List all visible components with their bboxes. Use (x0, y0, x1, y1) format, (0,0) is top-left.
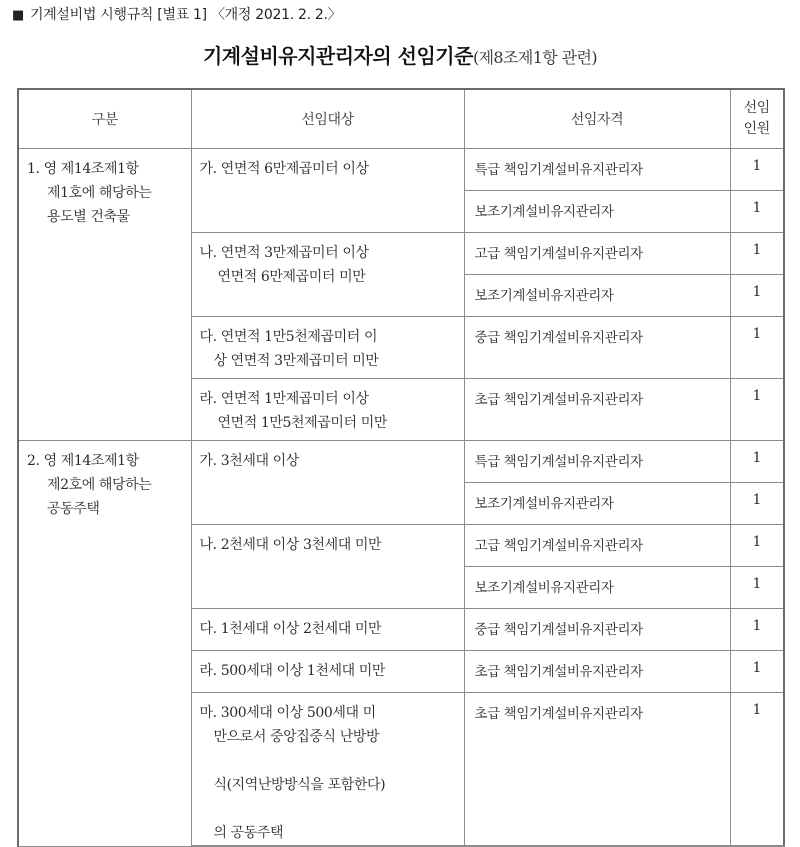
qualification-cell: 중급 책임기계설비유지관리자 (464, 609, 730, 651)
target-line: 나. 연면적 3만제곱미터 이상 (199, 245, 369, 261)
target-line: 가. 3천세대 이상 (199, 453, 299, 469)
count-header-line2: 인원 (743, 121, 770, 137)
table-row (18, 441, 784, 483)
target-cell (191, 693, 464, 847)
target-line: 다. 연면적 1만5천제곱미터 이 (199, 329, 378, 345)
category-line: 제2호에 해당하는 (47, 477, 152, 493)
target-cell (191, 609, 464, 651)
target-line: 연면적 6만제곱미터 미만 (217, 269, 366, 285)
count-cell: 1 (730, 525, 784, 567)
qualification-cell: 보조기계설비유지관리자 (464, 567, 730, 609)
count-cell: 1 (730, 609, 784, 651)
count-cell: 1 (730, 483, 784, 525)
target-cell (191, 317, 464, 379)
count-cell: 1 (730, 233, 784, 275)
target-line: 상 연면적 3만제곱미터 미만 (213, 353, 379, 369)
qualification-cell: 특급 책임기계설비유지관리자 (464, 441, 730, 483)
count-cell: 1 (730, 191, 784, 233)
target-line: 라. 500세대 이상 1천세대 미만 (199, 663, 386, 679)
category-line: 1. 영 제14조제1항 (27, 161, 139, 177)
column-header-count (730, 89, 784, 149)
target-line: 의 공동주택 (213, 825, 284, 841)
target-line: 나. 2천세대 이상 3천세대 미만 (199, 537, 382, 553)
count-cell: 1 (730, 441, 784, 483)
category-line: 용도별 건축물 (47, 209, 130, 225)
qualification-cell: 고급 책임기계설비유지관리자 (464, 233, 730, 275)
category-line: 공동주택 (47, 501, 100, 517)
target-line: 마. 300세대 이상 500세대 미 (199, 705, 376, 721)
qualification-cell: 보조기계설비유지관리자 (464, 191, 730, 233)
target-line: 다. 1천세대 이상 2천세대 미만 (199, 621, 382, 637)
count-cell: 1 (730, 275, 784, 317)
qualification-cell: 초급 책임기계설비유지관리자 (464, 693, 730, 847)
target-cell (191, 525, 464, 609)
category-cell (18, 441, 191, 847)
column-header-target: 선임대상 (191, 89, 464, 149)
count-cell: 1 (730, 379, 784, 441)
target-line: 식(지역난방방식을 포함한다) (213, 777, 386, 793)
count-cell: 1 (730, 693, 784, 847)
qualification-cell: 특급 책임기계설비유지관리자 (464, 149, 730, 191)
target-line: 라. 연면적 1만제곱미터 이상 (199, 391, 369, 407)
square-bullet-icon: ■ (12, 8, 24, 23)
target-line: 만으로서 중앙집중식 난방방 (213, 729, 380, 745)
annex-reference (12, 4, 341, 24)
appointment-criteria-table (17, 88, 785, 847)
column-header-category: 구분 (18, 89, 191, 149)
target-line: 가. 연면적 6만제곱미터 이상 (199, 161, 369, 177)
qualification-cell: 보조기계설비유지관리자 (464, 483, 730, 525)
target-cell (191, 441, 464, 525)
qualification-cell: 중급 책임기계설비유지관리자 (464, 317, 730, 379)
qualification-cell: 초급 책임기계설비유지관리자 (464, 651, 730, 693)
qualification-cell: 초급 책임기계설비유지관리자 (464, 379, 730, 441)
column-header-qualification: 선임자격 (464, 89, 730, 149)
count-cell: 1 (730, 317, 784, 379)
count-cell: 1 (730, 567, 784, 609)
count-header-line1: 선임 (743, 100, 770, 116)
category-line: 제1호에 해당하는 (47, 185, 152, 201)
table-header-row (18, 89, 784, 149)
category-cell (18, 149, 191, 441)
table-row (18, 149, 784, 191)
target-line: 연면적 1만5천제곱미터 미만 (217, 415, 387, 431)
annex-reference-text: 기계설비법 시행규칙 [별표 1] 〈개정 2021. 2. 2.〉 (29, 7, 342, 23)
target-cell (191, 149, 464, 233)
qualification-cell: 보조기계설비유지관리자 (464, 275, 730, 317)
target-cell (191, 651, 464, 693)
title-sub: (제8조제1항 관련) (472, 48, 598, 67)
title-main: 기계설비유지관리자의 선임기준 (202, 44, 473, 68)
count-cell: 1 (730, 149, 784, 191)
qualification-cell: 고급 책임기계설비유지관리자 (464, 525, 730, 567)
count-cell: 1 (730, 651, 784, 693)
target-cell (191, 233, 464, 317)
target-cell (191, 379, 464, 441)
category-line: 2. 영 제14조제1항 (27, 453, 139, 469)
page-title (0, 40, 800, 69)
